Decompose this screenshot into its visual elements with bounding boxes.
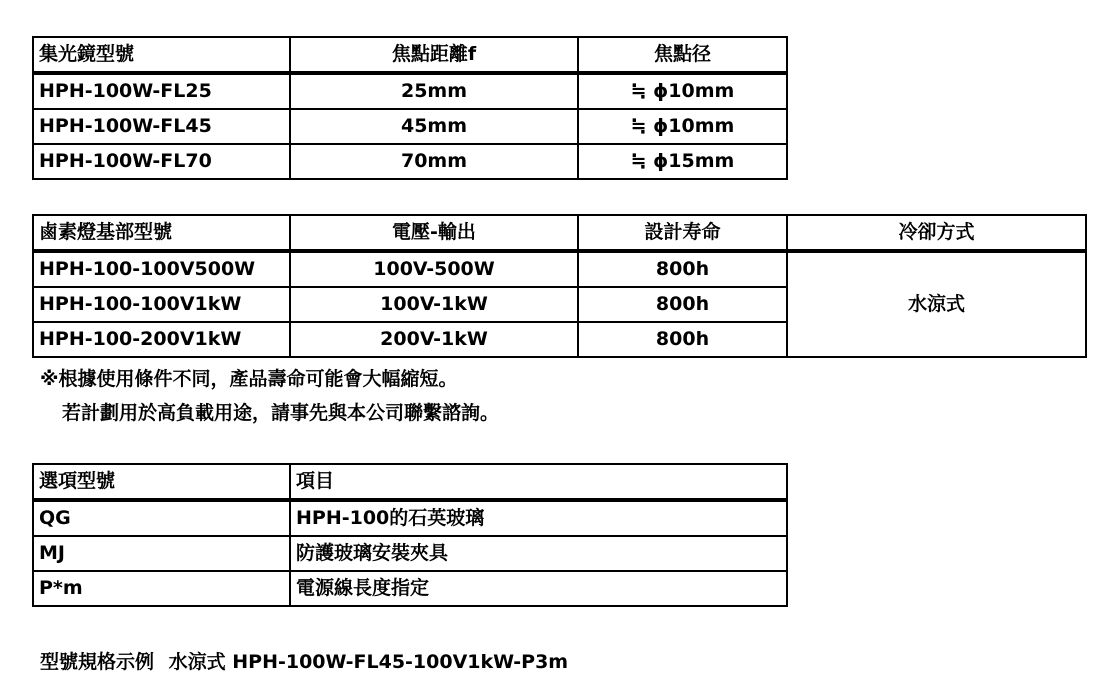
table-row xyxy=(33,144,787,179)
voltage-output-cell: 200V-1kW xyxy=(290,322,578,357)
cooling-method-cell: 水涼式 xyxy=(787,251,1086,357)
lens-model-cell: HPH-100W-FL45 xyxy=(33,109,290,144)
lens-model-cell: HPH-100W-FL70 xyxy=(33,144,290,179)
header-focal-diameter: 焦點径 xyxy=(578,37,787,73)
header-option-model: 選項型號 xyxy=(33,464,290,500)
focal-diameter-cell: ≒ ϕ15mm xyxy=(578,144,787,179)
focal-diameter-cell: ≒ ϕ10mm xyxy=(578,109,787,144)
table-row xyxy=(33,73,787,109)
table-row xyxy=(33,500,787,536)
design-life-cell: 800h xyxy=(578,287,787,322)
option-model-cell: MJ xyxy=(33,536,290,571)
table-row xyxy=(33,571,787,606)
lamp-model-cell: HPH-100-200V1kW xyxy=(33,322,290,357)
focal-length-cell: 25mm xyxy=(290,73,578,109)
option-item-cell: HPH-100的石英玻璃 xyxy=(290,500,787,536)
table-row xyxy=(33,251,1086,287)
note-line-1: ※根據使用條件不同，產品壽命可能會大幅縮短。 xyxy=(40,368,458,390)
design-life-cell: 800h xyxy=(578,322,787,357)
voltage-output-cell: 100V-1kW xyxy=(290,287,578,322)
header-lens-model: 集光鏡型號 xyxy=(33,37,290,73)
table-header-row xyxy=(33,37,787,73)
table-header-row xyxy=(33,215,1086,251)
voltage-output-cell: 100V-500W xyxy=(290,251,578,287)
header-option-item: 項目 xyxy=(290,464,787,500)
model-example-value: 水涼式 HPH-100W-FL45-100V1kW-P3m xyxy=(168,651,569,673)
header-lamp-model: 鹵素燈基部型號 xyxy=(33,215,290,251)
option-model-cell: QG xyxy=(33,500,290,536)
note-line-2: 若計劃用於高負載用途，請事先與本公司聯繫諮詢。 xyxy=(62,402,500,424)
option-model-cell: P*m xyxy=(33,571,290,606)
table-header-row xyxy=(33,464,787,500)
lens-model-cell: HPH-100W-FL25 xyxy=(33,73,290,109)
focal-diameter-cell: ≒ ϕ10mm xyxy=(578,73,787,109)
header-cooling-method: 冷卻方式 xyxy=(787,215,1086,251)
lamp-base-table xyxy=(32,214,1087,358)
option-item-cell: 電源線長度指定 xyxy=(290,571,787,606)
model-example-label: 型號規格示例 xyxy=(40,651,155,673)
lamp-model-cell: HPH-100-100V1kW xyxy=(33,287,290,322)
table-row xyxy=(33,536,787,571)
options-table xyxy=(32,463,788,607)
focal-length-cell: 70mm xyxy=(290,144,578,179)
header-voltage-output: 電壓-輸出 xyxy=(290,215,578,251)
table-row xyxy=(33,109,787,144)
header-design-life: 設計寿命 xyxy=(578,215,787,251)
design-life-cell: 800h xyxy=(578,251,787,287)
header-focal-length: 焦點距離f xyxy=(290,37,578,73)
lamp-model-cell: HPH-100-100V500W xyxy=(33,251,290,287)
option-item-cell: 防護玻璃安裝夾具 xyxy=(290,536,787,571)
model-example xyxy=(40,647,568,674)
focus-lens-table xyxy=(32,36,788,180)
focal-length-cell: 45mm xyxy=(290,109,578,144)
